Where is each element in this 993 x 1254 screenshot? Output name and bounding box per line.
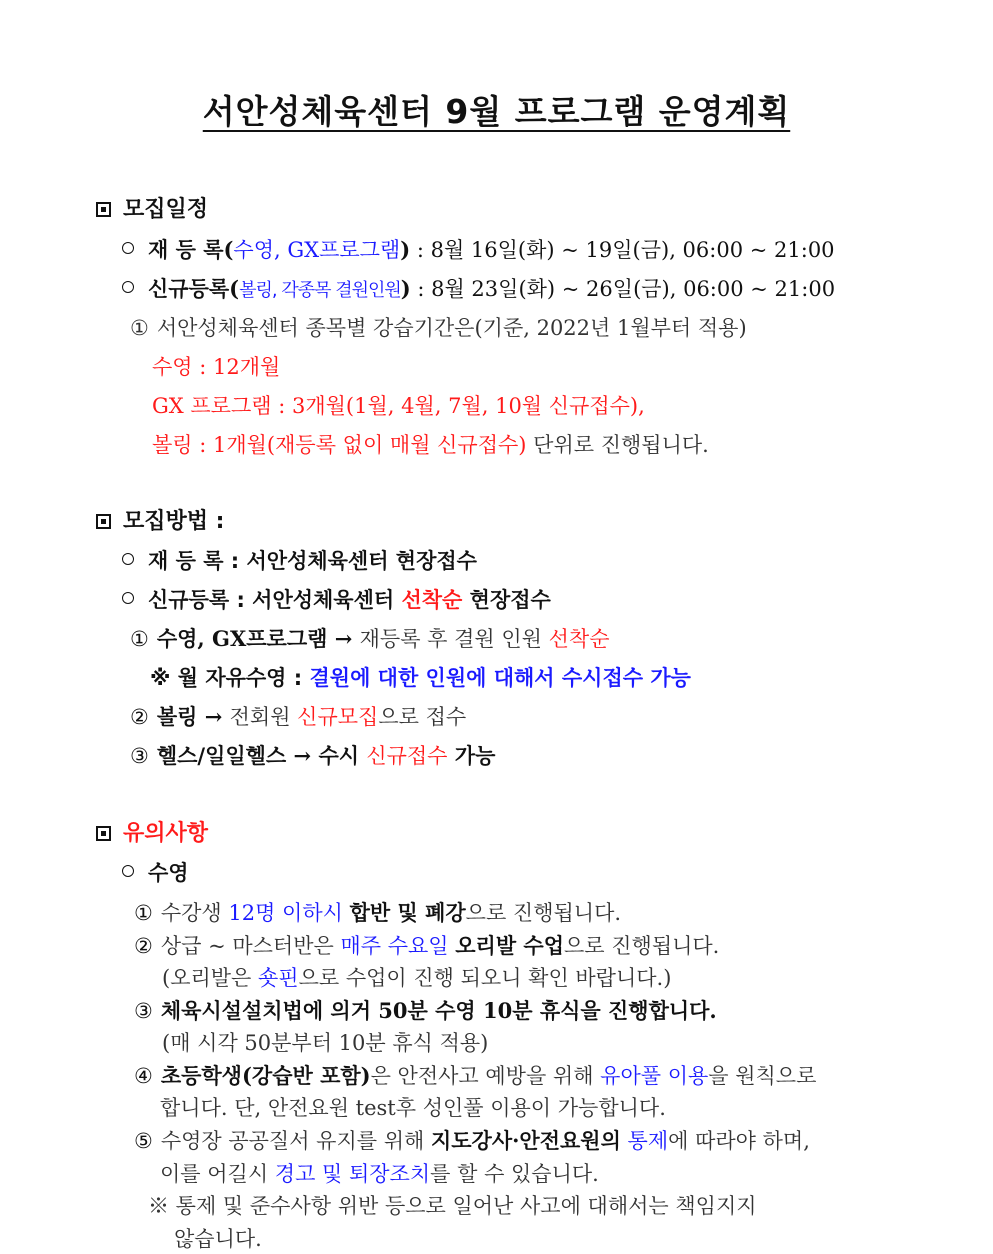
notice-item-4-sub: 합니다. 단, 안전요원 test후 성인풀 이용이 가능합니다. — [160, 1096, 666, 1120]
square-bullet-icon — [96, 514, 111, 529]
schedule-new-registration: 신규등록(볼링, 각종목 결원인원) : 8월 23일(화) ~ 26일(금), 06:00 ~ 21:00 — [122, 275, 835, 305]
method-new-registration: 신규등록 : 서안성체육센터 선착순 현장접수 — [122, 586, 551, 614]
notice-item-3: ③ 체육시설설치법에 의거 50분 수영 10분 휴식을 진행합니다. — [134, 998, 717, 1023]
section-heading-method: 모집방법 : — [96, 508, 224, 536]
method-item-health: ③ 헬스/일일헬스 → 수시 신규접수 가능 — [130, 743, 496, 768]
notice-liability: ※ 통제 및 준수사항 위반 등으로 일어난 사고에 대해서는 책임지지 — [148, 1194, 757, 1218]
notice-item-1: ① 수강생 12명 이하시 합반 및 폐강으로 진행됩니다. — [134, 900, 622, 925]
method-item-swim-gx: ① 수영, GX프로그램 → 재등록 후 결원 인원 선착순 — [130, 626, 610, 651]
schedule-re-registration: 재 등 록(수영, GX프로그램) : 8월 16일(화) ~ 19일(금), 06:00 ~ 21:00 — [122, 236, 835, 264]
schedule-note: ① 서안성체육센터 종목별 강습기간은(기준, 2022년 1월부터 적용) — [130, 316, 747, 340]
method-re-registration: 재 등 록 : 서안성체육센터 현장접수 — [122, 547, 477, 575]
notice-item-5-sub: 이를 어길시 경고 및 퇴장조치를 할 수 있습니다. — [160, 1162, 599, 1186]
period-bowling: 볼링 : 1개월(재등록 없이 매월 신규접수) 단위로 진행됩니다. — [152, 433, 709, 457]
page-title: 서안성체육센터 9월 프로그램 운영계획 — [202, 92, 791, 131]
square-bullet-icon — [96, 202, 111, 217]
section-heading-schedule: 모집일정 — [96, 196, 208, 224]
circle-bullet-icon — [122, 242, 134, 254]
square-bullet-icon — [96, 826, 111, 841]
notice-item-2-sub: (오리발은 숏핀으로 수업이 진행 되오니 확인 바랍니다.) — [162, 966, 672, 990]
section-heading-notice: 유의사항 — [96, 820, 208, 848]
period-gx: GX 프로그램 : 3개월(1월, 4월, 7월, 10월 신규접수), — [152, 394, 645, 418]
circle-bullet-icon — [122, 281, 134, 293]
notice-item-2: ② 상급 ~ 마스터반은 매주 수요일 오리발 수업으로 진행됩니다. — [134, 933, 720, 958]
notice-item-4: ④ 초등학생(강습반 포함)은 안전사고 예방을 위해 유아풀 이용을 원칙으로 — [134, 1063, 817, 1088]
method-free-swim-note: ※ 월 자유수영 : 결원에 대한 인원에 대해서 수시접수 가능 — [150, 666, 691, 690]
circle-bullet-icon — [122, 553, 134, 565]
notice-item-3-sub: (매 시각 50분부터 10분 휴식 적용) — [162, 1031, 489, 1055]
notice-item-5: ⑤ 수영장 공공질서 유지를 위해 지도강사·안전요원의 통제에 따라야 하며, — [134, 1128, 810, 1153]
method-item-bowling: ② 볼링 → 전회원 신규모집으로 접수 — [130, 704, 467, 729]
notice-swimming-heading: 수영 — [122, 859, 189, 887]
period-swimming: 수영 : 12개월 — [152, 355, 281, 379]
notice-liability-sub: 않습니다. — [174, 1227, 262, 1251]
circle-bullet-icon — [122, 592, 134, 604]
circle-bullet-icon — [122, 865, 134, 877]
